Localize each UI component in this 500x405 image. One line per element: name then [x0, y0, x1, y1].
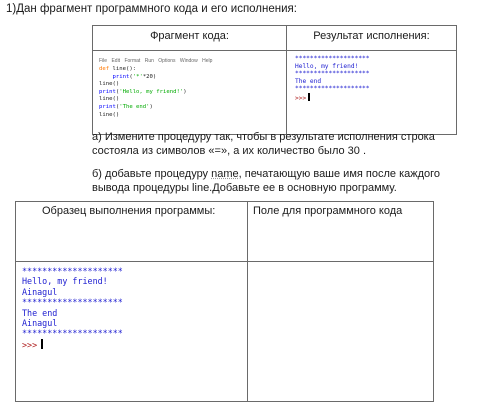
output-line: ********************: [295, 55, 370, 62]
text-cursor: [41, 339, 43, 349]
output-line: Ainagul: [22, 318, 58, 329]
menu-format: Format: [124, 58, 141, 64]
question-a: а) Измените процедуру так, чтобы в результате исполнения строка состояла из символов «=», а их количество было 30 .: [92, 131, 435, 157]
menu-edit: Edit: [111, 58, 121, 64]
sample-and-code-table: [15, 201, 434, 402]
output-line: Hello, my friend!: [295, 62, 359, 70]
code-and-result-table: [92, 25, 457, 135]
procedure-name-term: name: [211, 168, 239, 180]
menu-window: Window: [179, 58, 198, 64]
output-line: ********************: [22, 297, 123, 308]
menu-run: Run: [144, 58, 154, 64]
sample-output-cell: [16, 262, 248, 402]
code-input-field[interactable]: [248, 262, 434, 402]
output-line: The end: [295, 77, 322, 85]
code-keyword: def: [99, 66, 110, 72]
idle-menu-bar: [99, 58, 286, 64]
python-code: def line(): print('*'*20) line() print('Hello, my friend!') line() print('The end') line(): [99, 66, 187, 118]
task-title: 1)Дан фрагмент программного кода и его исполнения:: [6, 3, 297, 15]
code-fragment-header: Фрагмент кода:: [93, 26, 287, 51]
menu-options: Options: [158, 58, 176, 64]
execution-result-header: Результат исполнения:: [287, 26, 457, 51]
code-fragment-cell: [93, 51, 287, 135]
output-line: ********************: [22, 266, 123, 276]
sample-shell-output: [22, 266, 247, 350]
output-line: The end: [22, 307, 58, 318]
menu-file: File: [99, 58, 108, 64]
menu-help: Help: [202, 58, 213, 64]
sample-output-header: Образец выполнения программы:: [16, 202, 248, 262]
output-line: ********************: [295, 85, 370, 93]
shell-prompt: >>>: [22, 339, 38, 350]
output-line: ********************: [22, 328, 123, 339]
output-line: Ainagul: [22, 286, 58, 297]
question-b: б) добавьте процедуру name, печатающую ваше имя после каждого вывода процедуры line.Добавьте ее в основную программу.: [92, 168, 441, 194]
output-line: Hello, my friend!: [22, 276, 108, 287]
execution-result-cell: [287, 51, 457, 135]
shell-output: [295, 55, 456, 103]
output-line: ********************: [295, 70, 370, 78]
shell-prompt: >>>: [295, 94, 307, 102]
text-cursor: [308, 93, 310, 101]
code-field-header: Поле для программного кода: [248, 202, 434, 262]
